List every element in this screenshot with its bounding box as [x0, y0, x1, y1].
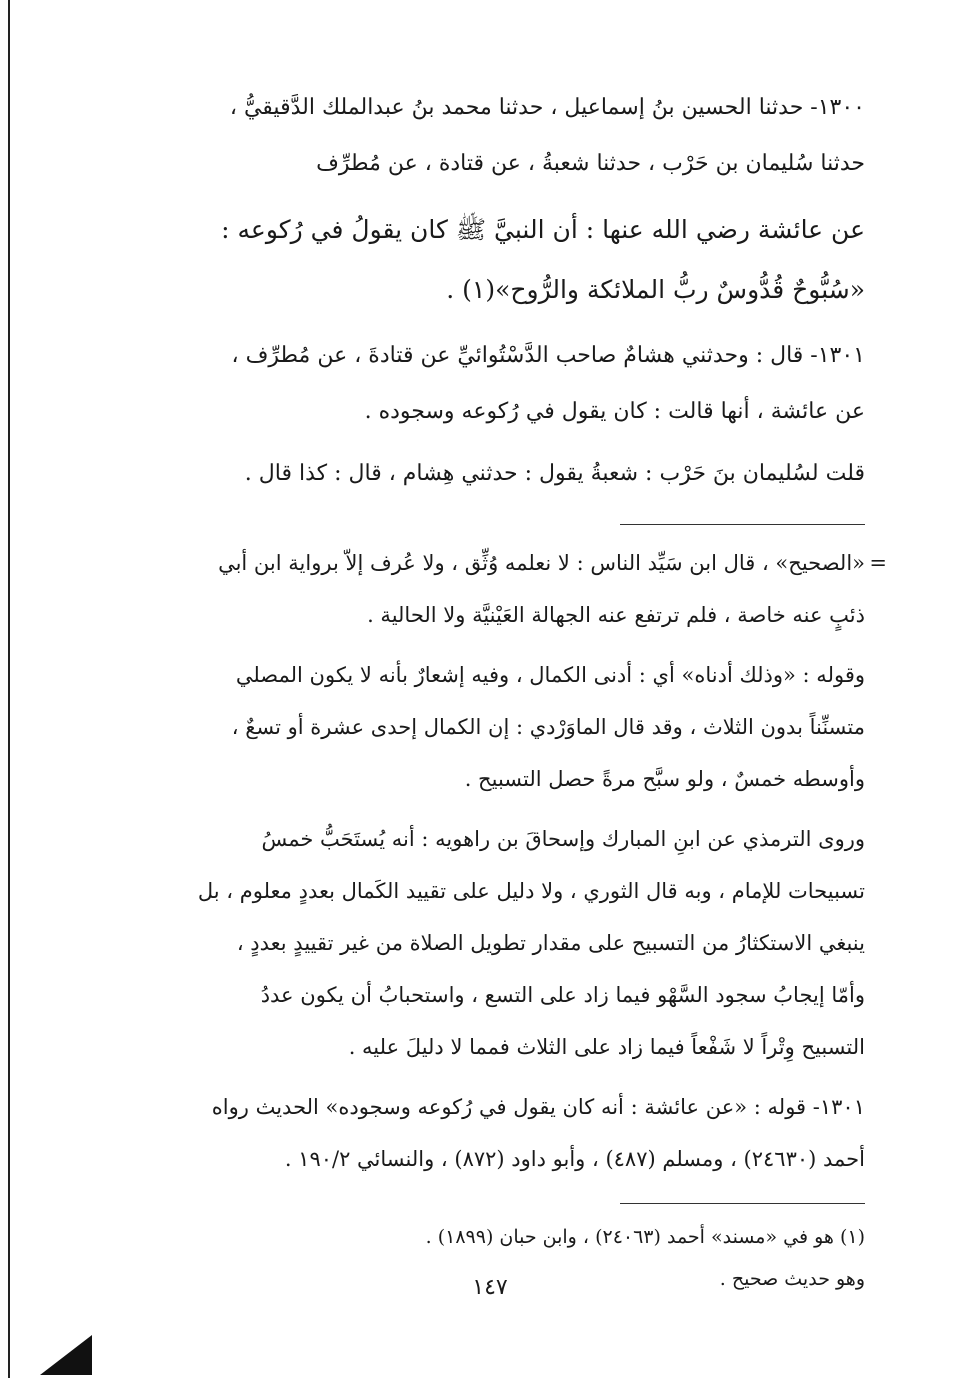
- hadith-1301: [110, 328, 865, 502]
- footnote-separator: [620, 1203, 865, 1204]
- text-line: حدثنا سُليمان بن حَرْب ، حدثنا شعبةُ ، عن قتادة ، عن مُطرِّف: [316, 151, 865, 176]
- text-line: تسبيحات للإمام ، وبه قال الثوري ، ولا دليل على تقييد الكَمال بعددٍ معلوم ، بل: [197, 879, 865, 903]
- commentary: [110, 537, 887, 1185]
- corner-triangle-mark: [40, 1335, 92, 1375]
- commentary-paragraph: [110, 537, 887, 641]
- text-line: وأمّا إيجابُ سجود السَّهْو فيما زاد على التسع ، واستحبابُ أن يكون عددُ: [260, 983, 865, 1007]
- text-line: عن عائشة رضي الله عنها : أن النبيَّ ﷺ كان يقولُ في رُكوعه :: [221, 215, 865, 244]
- text-line: قلت لسُليمان بنَ حَرْب : شعبةُ يقول : حدثني هِشام ، قال : كذا قال .: [244, 461, 865, 486]
- text-line: وقوله : «وذلك أدناه» أي : أدنى الكمال ، وفيه إشعارٌ بأنه لا يكون المصلي: [235, 663, 865, 687]
- commentary-paragraph: [110, 1081, 865, 1185]
- text-line: ١٣٠١- قوله : «عن عائشة : أنه كان يقول في رُكوعه وسجوده» الحديث رواه: [211, 1095, 865, 1119]
- text-line: «سُبُّوحٌ قُدُّوسٌ ربُّ الملائكة والرُّوح»(١) .: [446, 275, 865, 304]
- text-line: التسبيح وِتْراً لا شَفْعاً فيما زاد على الثلاث فمما لا دليلَ عليه .: [348, 1035, 865, 1059]
- text-line: «الصحيح» ، قال ابن سَيِّد الناس : لا نعلمه وُثِّق ، ولا عُرف إلاّ برواية ابن أبي: [218, 551, 865, 575]
- hadith-1300-isnad: [110, 80, 865, 192]
- page-body: [110, 80, 887, 1300]
- footnote-line: (١) هو في «مسند» أحمد (٢٤٠٦٣) ، وابن حبان (١٨٩٩) .: [425, 1226, 865, 1248]
- footnote-line: وهو حديث صحيح .: [719, 1268, 865, 1290]
- text-line: عن عائشة ، أنها قالت : كان يقول في رُكوعه وسجوده .: [364, 399, 865, 424]
- commentary-paragraph: [110, 813, 865, 1073]
- text-line: أحمد (٢٤٦٣٠) ، ومسلم (٤٨٧) ، وأبو داود (٨٧٢) ، والنسائي ١٩٠/٢ .: [284, 1147, 865, 1171]
- text-line: ١٣٠٠- حدثنا الحسين بنُ إسماعيل ، حدثنا محمد بنُ عبدالملك الدَّقيقيُّ ،: [229, 95, 865, 120]
- text-line: ١٣٠١- قال : وحدثني هشامٌ صاحب الدَّسْتُوائيِّ عن قتادةَ ، عن مُطرِّف ،: [231, 343, 865, 368]
- text-line: وأوسطه خمسٌ ، ولو سبَّح مرةً حصل التسبيح .: [464, 767, 865, 791]
- commentary-separator: [620, 524, 865, 525]
- text-line: متسنِّناً بدون الثلاث ، وقد قال الماوَرْدي : إن الكمال إحدى عشرة أو تسعٌ ،: [231, 715, 865, 739]
- hadith-1300-matn: [110, 200, 865, 320]
- text-line: ذئبٍ عنه خاصة ، فلم ترتفع عنه الجهالة العَيْنيَّة ولا الحالية .: [367, 603, 865, 627]
- page-number: ١٤٧: [472, 1275, 508, 1300]
- page-edge-line: [8, 0, 10, 1378]
- continuation-mark: =: [869, 551, 887, 575]
- commentary-paragraph: [110, 649, 865, 805]
- text-line: ينبغي الاستكثارُ من التسبيح على مقدار تطويل الصلاة من غير تقييدٍ بعددٍ ،: [236, 931, 865, 955]
- text-line: وروى الترمذي عن ابنِ المبارك وإسحاقَ بن راهويه : أنه يُستَحَبُّ خمسُ: [261, 827, 865, 851]
